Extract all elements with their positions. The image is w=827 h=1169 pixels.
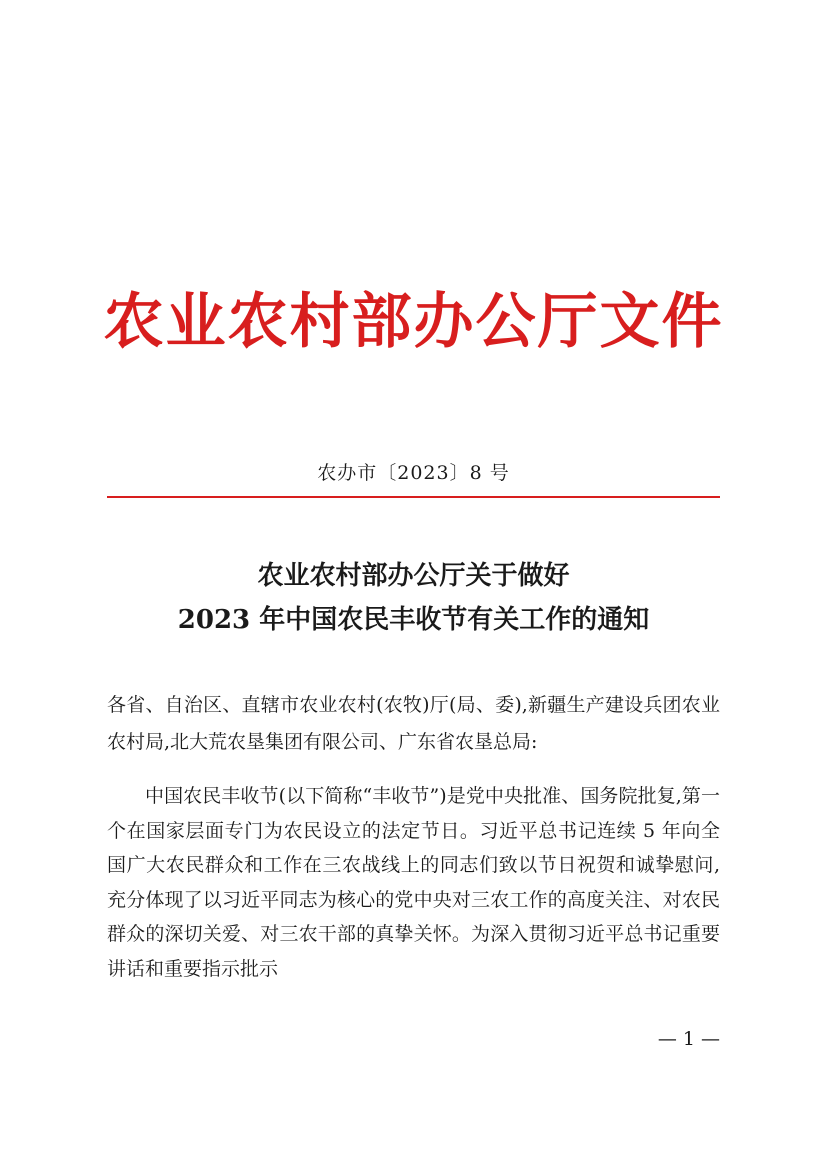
document-masthead: 农业农村部办公厅文件 xyxy=(103,287,724,357)
page-number: — 1 — xyxy=(657,1028,720,1050)
document-title xyxy=(0,554,827,642)
title-line-2: 2023 年中国农民丰收节有关工作的通知 xyxy=(177,605,650,635)
salutation-paragraph: 各省、自治区、直辖市农业农村(农牧)厅(局、委),新疆生产建设兵团农业农村局,北大荒农垦集团有限公司、广东省农垦总局: xyxy=(107,694,720,753)
document-number: 农办市〔2023〕8 号 xyxy=(317,462,510,484)
title-line-1: 农业农村部办公厅关于做好 xyxy=(257,561,570,591)
body-paragraph: 中国农民丰收节(以下简称“丰收节”)是党中央批准、国务院批复,第一个在国家层面专门为农民设立的法定节日。习近平总书记连续 5 年向全国广大农民群众和工作在三农战线上的同志们致以节日祝贺和诚挚慰问,充分体现了以习近平同志为核心的党中央对三农工作的高度关注、对农民群众的深切关爱、对三农干部的真挚关怀。为深入贯彻习近平总书记重要讲话和重要指示批示 xyxy=(107,785,720,980)
red-divider-line xyxy=(107,496,720,498)
